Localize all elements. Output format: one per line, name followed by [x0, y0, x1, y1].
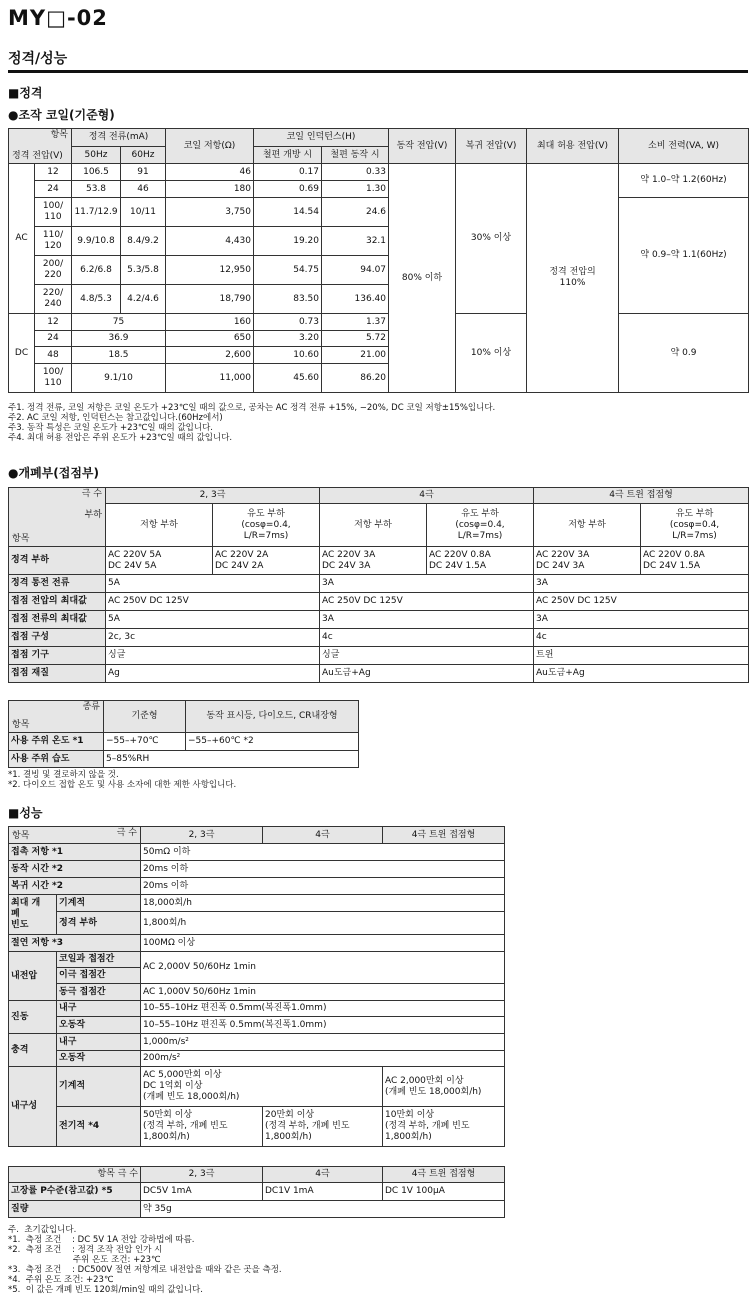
cell: 24 [35, 331, 72, 347]
row-sublabel: 정격 부하 [57, 912, 141, 935]
header-must-release: 복귀 전압(V) [456, 129, 527, 164]
header-60hz: 60Hz [121, 147, 166, 164]
header-4-pole: 4극 [263, 1167, 383, 1183]
row-label: 접점 전류의 최대값 [9, 611, 106, 629]
cell: 110/ 120 [35, 227, 72, 256]
cell: 91 [121, 164, 166, 181]
row-label: 충격 [9, 1034, 57, 1067]
cell: 24 [35, 181, 72, 198]
performance-notes [8, 1225, 282, 1295]
cell: 220/ 240 [35, 285, 72, 314]
header-armature-open: 철편 개방 시 [254, 147, 322, 164]
cell: 11,000 [166, 364, 254, 393]
cell: 3,750 [166, 198, 254, 227]
cell: 46 [121, 181, 166, 198]
coil-table [8, 128, 749, 393]
header-power: 소비 전력(VA, W) [619, 129, 749, 164]
row-sublabel: 기계적 [57, 1067, 141, 1107]
note: 주3. 동작 특성은 코일 온도가 +23℃일 때의 값입니다. [8, 423, 214, 433]
power-dc-value: 약 0.9 [619, 314, 749, 393]
cell: DC1V 1mA [263, 1183, 383, 1201]
row-label: 내구성 [9, 1067, 57, 1147]
cell: 12 [35, 314, 72, 331]
cell: 10–55–10Hz 편진폭 0.5mm(복진폭1.0mm) [141, 1017, 505, 1034]
power-value-2: 약 0.9–약 1.1(60Hz) [619, 198, 749, 314]
row-label: 최대 개 폐 빈도 [9, 895, 57, 935]
cell: 3A [534, 611, 749, 629]
cell: 3A [320, 611, 534, 629]
contact-title: ●개폐부(접점부) [8, 466, 99, 480]
row-label: 정격 통전 전류 [9, 575, 106, 593]
header-2-3-pole: 2, 3극 [141, 1167, 263, 1183]
cell: 48 [35, 347, 72, 364]
cell: 0.33 [322, 164, 389, 181]
header-resistive: 저항 부하 [320, 504, 427, 547]
header-4-pole: 4극 [263, 827, 383, 844]
cell: AC 250V DC 125V [320, 593, 534, 611]
header-item-poles: 항목 극 수 [9, 1167, 141, 1183]
cell: 50만회 이상 (정격 부하, 개폐 빈도 1,800회/h) [141, 1107, 263, 1147]
cell: Ag [106, 665, 320, 683]
cell: 200/ 220 [35, 256, 72, 285]
row-label: 동작 시간 *2 [9, 861, 141, 878]
row-sublabel: 오동작 [57, 1017, 141, 1034]
coil-notes [8, 403, 495, 443]
cell: 14.54 [254, 198, 322, 227]
header-item: 항목 [50, 130, 68, 140]
ac-label: AC [9, 164, 35, 314]
header-poles: 극 수 [81, 489, 102, 499]
cell: 50mΩ 이하 [141, 844, 505, 861]
row-label: 내전압 [9, 952, 57, 1001]
cell: AC 5,000만회 이상 DC 1억회 이상 (개폐 빈도 18,000회/h) [141, 1067, 383, 1107]
cell: 10/11 [121, 198, 166, 227]
dc-label: DC [9, 314, 35, 393]
cell: 3A [534, 575, 749, 593]
performance-heading: ■성능 [8, 806, 43, 820]
cell: 83.50 [254, 285, 322, 314]
subsection-heading-rating: ■정격 [8, 86, 43, 100]
header-armature-closed: 철편 동작 시 [322, 147, 389, 164]
cell: 5.72 [322, 331, 389, 347]
row-label: 접촉 저항 *1 [9, 844, 141, 861]
cell: DC5V 1mA [141, 1183, 263, 1201]
row-label: 절연 저항 *3 [9, 935, 141, 952]
header-resistive: 저항 부하 [106, 504, 213, 547]
cell: 6.2/6.8 [72, 256, 121, 285]
note: 주1. 정격 전류, 코일 저항은 코일 온도가 +23℃일 때의 값으로, 공차는 AC 정격 전류 +15%, −20%, DC 코일 저항±15%입니다. [8, 403, 496, 413]
cell: 18,790 [166, 285, 254, 314]
page-title: MY□-02 [8, 6, 108, 30]
row-label: 접점 기구 [9, 647, 106, 665]
header-50hz: 50Hz [72, 147, 121, 164]
row-sublabel: 내구 [57, 1034, 141, 1051]
cell: 45.60 [254, 364, 322, 393]
cell: 3.20 [254, 331, 322, 347]
cell: 86.20 [322, 364, 389, 393]
cell: AC 220V 0.8A DC 24V 1.5A [641, 547, 749, 575]
note: *2. 다이오드 접합 온도 및 사용 소자에 대한 제한 사항입니다. [8, 780, 237, 790]
cell: 18,000회/h [141, 895, 505, 912]
header-load: 부하 [84, 510, 102, 520]
failure-rate-table [8, 1166, 505, 1218]
cell: 12,950 [166, 256, 254, 285]
header-inductive: 유도 부하 (cosφ=0.4, L/R=7ms) [427, 504, 534, 547]
cell: 75 [72, 314, 166, 331]
cell: 0.73 [254, 314, 322, 331]
row-label: 진동 [9, 1001, 57, 1034]
row-label: 접점 재질 [9, 665, 106, 683]
cell: Au도금+Ag [534, 665, 749, 683]
header-inductive: 유도 부하 (cosφ=0.4, L/R=7ms) [213, 504, 320, 547]
row-label: 정격 부하 [9, 547, 106, 575]
cell: AC 220V 3A DC 24V 3A [534, 547, 641, 575]
header-item: 항목 [12, 720, 30, 730]
note: *3. 측정 조건 : DC500V 절연 저항계로 내전압을 때와 같은 곳을 측정. [8, 1265, 282, 1275]
cell: 20ms 이하 [141, 878, 505, 895]
cell: 1.37 [322, 314, 389, 331]
row-sublabel: 기계적 [57, 895, 141, 912]
cell: 10만회 이상 (정격 부하, 개폐 빈도 1,800회/h) [383, 1107, 505, 1147]
row-label: 질량 [9, 1201, 141, 1218]
cell: 32.1 [322, 227, 389, 256]
cell: 10–55–10Hz 편진폭 0.5mm(복진폭1.0mm) [141, 1001, 505, 1017]
release-dc-value: 10% 이상 [456, 314, 527, 393]
cell: 2,600 [166, 347, 254, 364]
note: *1. 결빙 및 결로하지 않을 것. [8, 770, 119, 780]
header-standard: 기준형 [104, 701, 186, 733]
cell: 24.6 [322, 198, 389, 227]
header-type: 종류 [82, 702, 100, 712]
section-heading: 정격/성능 [8, 51, 68, 67]
header-inductive: 유도 부하 (cosφ=0.4, L/R=7ms) [641, 504, 749, 547]
cell: 5A [106, 575, 320, 593]
cell: 19.20 [254, 227, 322, 256]
cell: 20ms 이하 [141, 861, 505, 878]
environment-table [8, 700, 359, 768]
cell: 53.8 [72, 181, 121, 198]
cell: 180 [166, 181, 254, 198]
cell: AC 220V 0.8A DC 24V 1.5A [427, 547, 534, 575]
cell: 4,430 [166, 227, 254, 256]
cell: Au도금+Ag [320, 665, 534, 683]
cell: 2c, 3c [106, 629, 320, 647]
cell: 100/ 110 [35, 364, 72, 393]
header-2-3-pole: 2, 3극 [141, 827, 263, 844]
cell: 100MΩ 이상 [141, 935, 505, 952]
cell: 싱글 [106, 647, 320, 665]
cell: 11.7/12.9 [72, 198, 121, 227]
header-2-3-pole: 2, 3극 [106, 488, 320, 504]
row-label: 접점 전압의 최대값 [9, 593, 106, 611]
cell: 8.4/9.2 [121, 227, 166, 256]
row-label: 복귀 시간 *2 [9, 878, 141, 895]
cell: AC 2,000V 50/60Hz 1min [141, 952, 505, 984]
cell: 20만회 이상 (정격 부하, 개폐 빈도 1,800회/h) [263, 1107, 383, 1147]
header-4-pole-twin: 4극 트윈 접점형 [383, 827, 505, 844]
note: 주위 온도 조건: +23℃ [8, 1255, 161, 1265]
cell: 0.17 [254, 164, 322, 181]
cell: 5–85%RH [104, 751, 359, 768]
header-options: 동작 표시등, 다이오드, CR내장형 [186, 701, 359, 733]
header-coil-resistance: 코일 저항(Ω) [166, 129, 254, 164]
cell: 4c [320, 629, 534, 647]
cell: 200m/s² [141, 1051, 505, 1067]
cell: AC 220V 2A DC 24V 2A [213, 547, 320, 575]
cell: 1.30 [322, 181, 389, 198]
cell: 36.9 [72, 331, 166, 347]
cell: 106.5 [72, 164, 121, 181]
row-sublabel: 오동작 [57, 1051, 141, 1067]
cell: 21.00 [322, 347, 389, 364]
cell: 9.9/10.8 [72, 227, 121, 256]
cell: 0.69 [254, 181, 322, 198]
cell: 100/ 110 [35, 198, 72, 227]
max-voltage-value: 정격 전압의 110% [527, 164, 619, 393]
environment-notes [8, 770, 236, 790]
cell: 약 35g [141, 1201, 505, 1218]
cell: 10.60 [254, 347, 322, 364]
cell: 1,000m/s² [141, 1034, 505, 1051]
cell: DC 1V 100μA [383, 1183, 505, 1201]
cell: −55–+60℃ *2 [186, 733, 359, 751]
cell: 94.07 [322, 256, 389, 285]
note: 주. 초기값입니다. [8, 1225, 77, 1235]
note: 주2. AC 코일 저항, 인덕턴스는 참고값입니다.(60Hz에서) [8, 413, 223, 423]
header-item: 항목 [12, 831, 30, 841]
row-label: 사용 주위 습도 [9, 751, 104, 768]
cell: 싱글 [320, 647, 534, 665]
release-ac-value: 30% 이상 [456, 164, 527, 314]
cell: −55–+70℃ [104, 733, 186, 751]
header-must-operate: 동작 전압(V) [389, 129, 456, 164]
cell: AC 1,000V 50/60Hz 1min [141, 984, 505, 1001]
row-label: 사용 주위 온도 *1 [9, 733, 104, 751]
cell: 5.3/5.8 [121, 256, 166, 285]
cell: 46 [166, 164, 254, 181]
note: *2. 측정 조건 : 정격 조작 전압 인가 시 [8, 1245, 163, 1255]
header-max-voltage: 최대 허용 전압(V) [527, 129, 619, 164]
row-sublabel: 전기적 *4 [57, 1107, 141, 1147]
cell: AC 220V 3A DC 24V 3A [320, 547, 427, 575]
cell: AC 250V DC 125V [106, 593, 320, 611]
section-rule [8, 70, 748, 73]
note: *4. 주위 온도 조건: +23℃ [8, 1275, 114, 1285]
cell: 650 [166, 331, 254, 347]
cell: 54.75 [254, 256, 322, 285]
header-4-pole: 4극 [320, 488, 534, 504]
header-4-pole-twin: 4극 트윈 접점형 [383, 1167, 505, 1183]
cell: 160 [166, 314, 254, 331]
cell: AC 2,000만회 이상 (개폐 빈도 18,000회/h) [383, 1067, 505, 1107]
contact-table [8, 487, 749, 683]
must-operate-value: 80% 이하 [389, 164, 456, 393]
cell: 4c [534, 629, 749, 647]
header-poles: 극 수 [116, 828, 137, 838]
coil-title: ●조작 코일(기준형) [8, 108, 115, 122]
cell: AC 220V 5A DC 24V 5A [106, 547, 213, 575]
note: *5. 이 값은 개폐 빈도 120회/min일 때의 값입니다. [8, 1285, 203, 1295]
header-resistive: 저항 부하 [534, 504, 641, 547]
row-sublabel: 동극 접점간 [57, 984, 141, 1001]
cell: 4.8/5.3 [72, 285, 121, 314]
cell: 4.2/4.6 [121, 285, 166, 314]
cell: 12 [35, 164, 72, 181]
cell: 9.1/10 [72, 364, 166, 393]
row-sublabel: 코일과 접점간 [57, 952, 141, 968]
cell: 18.5 [72, 347, 166, 364]
power-value-1: 약 1.0–약 1.2(60Hz) [619, 164, 749, 198]
cell: 트윈 [534, 647, 749, 665]
row-label: 접점 구성 [9, 629, 106, 647]
note: 주4. 최대 허용 전압은 주위 온도가 +23℃일 때의 값입니다. [8, 433, 233, 443]
header-rated-current: 정격 전류(mA) [72, 129, 166, 147]
cell: AC 250V DC 125V [534, 593, 749, 611]
header-item: 항목 [12, 534, 30, 544]
cell: 1,800회/h [141, 912, 505, 935]
header-4-pole-twin: 4극 트윈 접점형 [534, 488, 749, 504]
header-coil-inductance: 코일 인덕턴스(H) [254, 129, 389, 147]
row-sublabel: 이극 접점간 [57, 968, 141, 984]
note: *1. 측정 조건 : DC 5V 1A 전압 강하법에 따름. [8, 1235, 195, 1245]
row-label: 고장률 P수준(참고값) *5 [9, 1183, 141, 1201]
performance-table [8, 826, 505, 1147]
header-rated-voltage: 정격 전압(V) [12, 151, 63, 161]
row-sublabel: 내구 [57, 1001, 141, 1017]
cell: 5A [106, 611, 320, 629]
cell: 3A [320, 575, 534, 593]
cell: 136.40 [322, 285, 389, 314]
